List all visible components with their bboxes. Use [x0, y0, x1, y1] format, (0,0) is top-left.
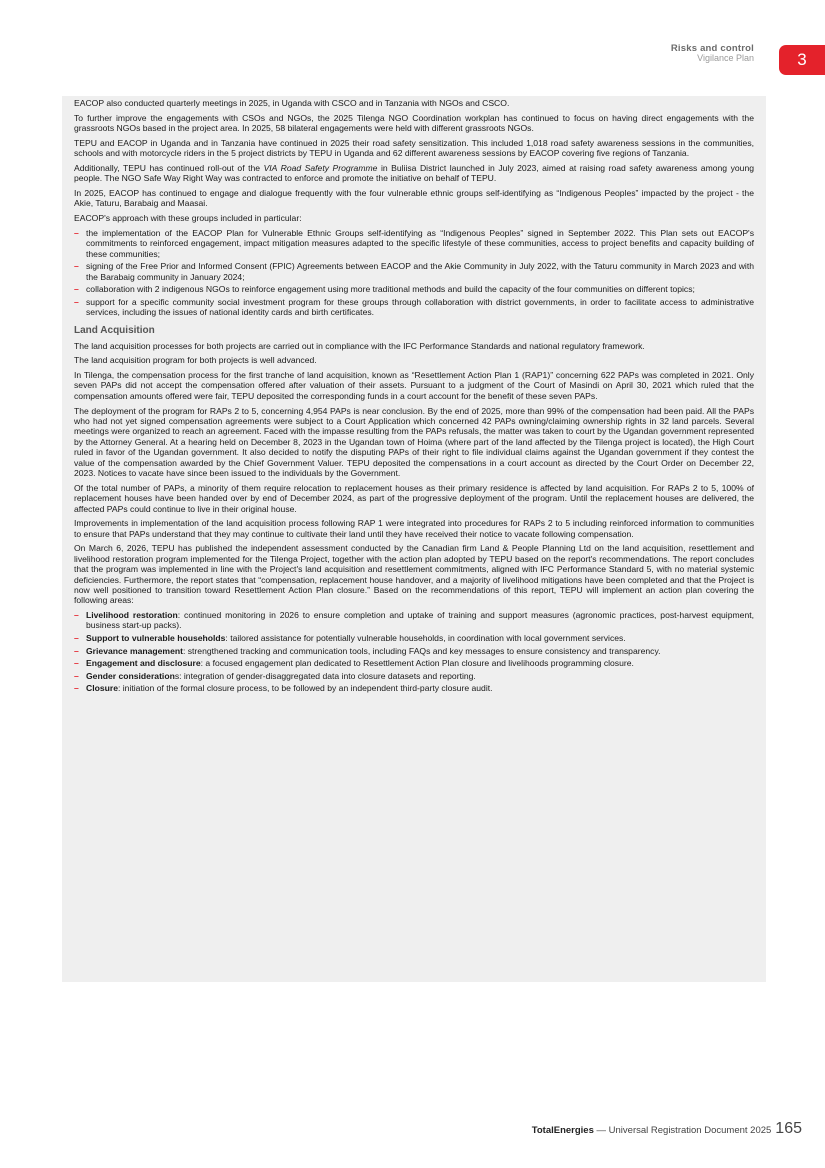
paragraph-land-compliance: The land acquisition processes for both projects are carried out in compliance with the IFC Performance Standards and national regulatory framework. [74, 340, 645, 351]
list-item [74, 297, 754, 318]
paragraph-land-raps-2-5: The deployment of the program for RAPs 2 to 5, concerning 4,954 PAPs is near conclusion. By the end of 2025, more than 99% of the compensation had been paid. All the PAPs who had not yet signed compensation agreements were subject to a Court Application which concerned 42 PAPs owning/claiming ownership rights in 32 land parcels. Several meetings were organized to reach an agreement. Faced with the impasse resulting from the PAPs refusals, the matter was taken to court by the Ugandan government represented by the Attorney General. At a hearing held on December 8, 2023 in the Ugandan town of Hoima (where part of the land affected by the Tilenga project is located), the High Court ruled in favor of the Ugandan government. It also decided to notify the disputing PAPs of their right to file individual claims against the Ugandan government if they contest the value of the compensation awarded by the Chief Government Valuer. TEPU deposited the compensations in a court account as directed by the Court Order on December 22, 2023. Notices to vacate have since been issued to the individuals by the Government. [74, 405, 754, 479]
dash-bullet-icon: – [74, 633, 79, 644]
dash-bullet-icon: – [74, 670, 79, 681]
content-panel [62, 96, 766, 982]
paragraph-quarterly: EACOP also conducted quarterly meetings in 2025, in Uganda with CSCO and in Tanzania with NGOs and CSCO. [74, 98, 510, 108]
paragraph-land-relocation: Of the total number of PAPs, a minority of them require relocation to replacement houses as their primary residence is affected by land acquisition. For RAPs 2 to 5, 100% of replacement houses have been handed over by end of December 2024, as part of the progressive deployment of the program. Until the replacement houses are delivered, the affected PAPs could continue to live in their original house. [74, 482, 754, 514]
paragraph-approach: EACOP's approach with these groups included in particular: [74, 213, 302, 224]
list-item [74, 683, 754, 693]
action-text: : strengthened tracking and communication tools, including FAQs and key messages to ensure consistency and transparency. [182, 645, 661, 656]
list-item [74, 646, 754, 656]
brand-name: TotalEnergies [531, 1125, 594, 1136]
list-item [74, 610, 754, 631]
dash-bullet-icon: – [74, 610, 79, 621]
paragraph-ethnic-groups: In 2025, EACOP has continued to engage and dialogue frequently with the four vulnerable ethnic groups self-identifying as “Indigenous Peoples” impacted by the project - the Akie, Taturu, Barabaig and Maasai. [74, 188, 754, 209]
subsection-title: Vigilance Plan [697, 52, 754, 63]
section-title: Risks and control [670, 43, 754, 54]
list-item-text: signing of the Free Prior and Informed Consent (FPIC) Agreements between EACOP and the Akie Community in July 2022, with the Taturu community in March 2023 and with the Barabaig community in January 2024; [86, 261, 754, 282]
dash-bullet-icon: – [74, 227, 79, 238]
list-item-text: support for a specific community social investment program for these groups through collaboration with district governments, in order to facilitate access to administrative services, including the issues of national identity cards and birth certificates. [86, 296, 754, 318]
paragraph-road-safety: TEPU and EACOP in Uganda and in Tanzania have continued in 2025 their road safety sensitization. This included 1,018 road safety awareness sessions in the communities, schools and with motorcycle riders in the 5 project districts by TEPU in Uganda and 62 different awareness sessions by EACOP covering five regions of Tanzania. [74, 137, 754, 159]
list-item-text: the implementation of the EACOP Plan for Vulnerable Ethnic Groups self-identifying as “Indigenous Peoples” signed in September 2022. This Plan sets out EACOP's commitments to reinforced engagement, impact mitigation measures adapted to the specific lifestyle of these communities, access to project benefits and capacity building of these communities; [86, 227, 754, 259]
page-number: 165 [775, 1120, 802, 1137]
action-text: s: integration of gender-disaggregated data into closure datasets and reporting. [174, 670, 476, 681]
running-header [671, 44, 754, 63]
action-term: Support to vulnerable households [86, 633, 226, 644]
page-footer [532, 1120, 802, 1138]
action-term: Closure [86, 683, 118, 694]
document-title: Universal Registration Document 2025 [608, 1125, 772, 1136]
action-plan-list [74, 610, 754, 694]
action-text: : initiation of the formal closure process, to be followed by an independent third-party closure audit. [118, 683, 493, 694]
paragraph-land-assessment: On March 6, 2026, TEPU has published the independent assessment conducted by the Canadian firm Land & People Planning Ltd on the land acquisition, resettlement and livelihood restoration program implemented for the Tilenga Project, together with the action plan adopted by TEPU based on the report's recommendations. The report concludes that the program was implemented in line with the Project's land acquisition and resettlement commitments, aligned with IFC Performance Standard 5, with no material systemic deficiencies. Furthermore, the report states that “compensation, replacement house handover, and a majority of livelihood mitigations have been completed and that the Project is now well positioned to transition toward Resettlement Action Plan closure.” Based on the recommendations of this report, TEPU will implement an action plan covering the following areas: [74, 543, 754, 606]
action-term: Grievance management [86, 645, 183, 656]
list-item [74, 658, 754, 668]
approach-list [74, 228, 754, 318]
paragraph-via-programme [74, 163, 754, 184]
dash-bullet-icon: – [74, 658, 79, 669]
via-text-post: in Buliisa District launched in July 2023, aimed at raising road safety awareness among young people. The NGO Safe Way Right Way was contracted to enforce and promote the initiative on behalf of TEPU. [74, 162, 755, 184]
dash-bullet-icon: – [74, 284, 79, 295]
action-term: Livelihood restoration [86, 610, 178, 621]
dash-bullet-icon: – [74, 261, 79, 272]
list-item [74, 261, 754, 282]
action-term: Engagement and disclosure [86, 658, 201, 669]
list-item-text: collaboration with 2 indigenous NGOs to reinforce engagement using more traditional methods and build the capacity of the four communities on different topics; [86, 284, 695, 295]
chapter-tab: 3 [779, 45, 825, 75]
via-text-pre: Additionally, TEPU has continued roll-out of the [74, 162, 264, 173]
via-programme-name: VIA Road Safety Programme [263, 162, 378, 173]
action-text: : continued monitoring in 2026 to ensure completion and uptake of training and support measures (agronomic practices, post-harvest equipment, business start-up packs). [86, 610, 754, 631]
paragraph-land-improvements: Improvements in implementation of the land acquisition process following RAP 1 were integrated into procedures for RAPs 2 to 5 including reinforced information to communities to ensure that PAPs understand that they may continue to cultivate their land until they have received their notice to vacate following compensation. [74, 518, 754, 539]
dash-bullet-icon: – [74, 683, 79, 694]
action-text: : a focused engagement plan dedicated to Resettlement Action Plan closure and livelihoods programming closure. [200, 658, 634, 669]
list-item [74, 633, 754, 643]
list-item [74, 671, 754, 681]
paragraph-land-rap1: In Tilenga, the compensation process for the first tranche of land acquisition, known as “Resettlement Action Plan 1 (RAP1)” concerning 622 PAPs was completed in 2021. Only seven PAPs did not accept the compensation offered after valuation of their assets. Pursuant to a judgment of the Court of Masindi on April 30, 2021 which ruled that the compensation amounts offered were fair, TEPU deposited the corresponding funds in a court account for the benefit of these seven PAPs. [74, 370, 754, 401]
dash-bullet-icon: – [74, 645, 79, 656]
action-term: Gender consideration [86, 670, 175, 681]
footer-separator: — [593, 1125, 609, 1136]
dash-bullet-icon: – [74, 296, 79, 307]
list-item [74, 228, 754, 259]
paragraph-workplan: To further improve the engagements with CSOs and NGOs, the 2025 Tilenga NGO Coordination workplan has continued to focus on having direct engagements with the grassroots NGOs based in the project area. In 2025, 58 bilateral engagements were held with different grassroots NGOs. [74, 112, 754, 134]
paragraph-land-progress: The land acquisition program for both projects is well advanced. [74, 355, 317, 366]
action-text: : tailored assistance for potentially vulnerable households, in coordination with local government services. [225, 633, 626, 644]
land-acquisition-heading: Land Acquisition [74, 324, 155, 336]
list-item [74, 284, 754, 294]
